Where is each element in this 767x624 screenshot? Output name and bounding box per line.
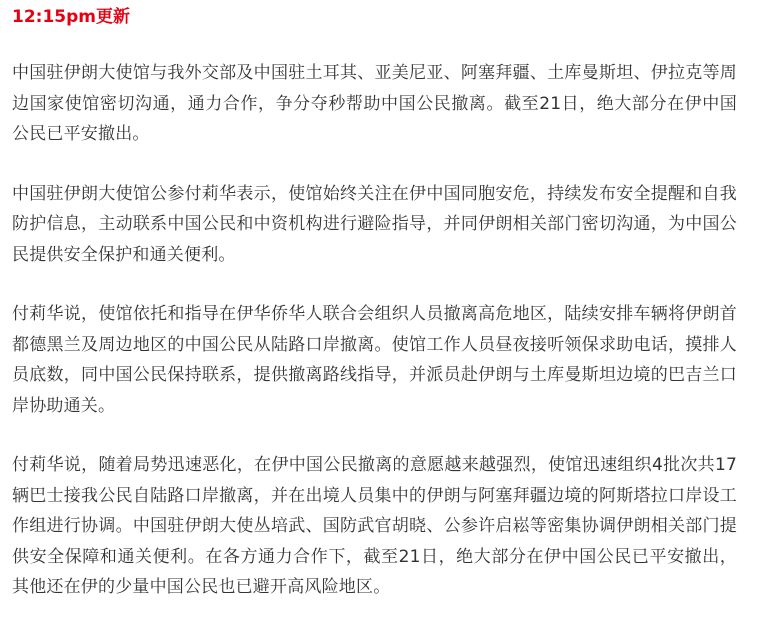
article-paragraph-1: 中国驻伊朗大使馆与我外交部及中国驻土耳其、亚美尼亚、阿塞拜疆、土库曼斯坦、伊拉克等周边国家使馆密切沟通，通力合作，争分夺秒帮助中国公民撤离。截至21日，绝大部分在伊中国公民已平安撤出。 xyxy=(12,63,737,144)
update-time-heading: 12:15pm更新 xyxy=(12,7,130,27)
article-paragraph-2: 中国驻伊朗大使馆公参付莉华表示，使馆始终关注在伊中国同胞安危，持续发布安全提醒和自我防护信息，主动联系中国公民和中资机构进行避险指导，并同伊朗相关部门密切沟通，为中国公民提供安全保护和通关便利。 xyxy=(12,183,737,265)
article-paragraph-3: 付莉华说，使馆依托和指导在伊华侨华人联合会组织人员撤离高危地区，陆续安排车辆将伊朗首都德黑兰及周边地区的中国公民从陆路口岸撤离。使馆工作人员昼夜接听领保求助电话，摸排人员底数，同中国公民保持联系，提供撤离路线指导，并派员赴伊朗与土库曼斯坦边境的巴吉兰口岸协助通关。 xyxy=(12,304,737,416)
article-paragraph-4: 付莉华说，随着局势迅速恶化，在伊中国公民撤离的意愿越来越强烈，使馆迅速组织4批次共17辆巴士接我公民自陆路口岸撤离，并在出境人员集中的伊朗与阿塞拜疆边境的阿斯塔拉口岸设工作组进行协调。中国驻伊朗大使丛培武、国防武官胡晓、公参许启崧等密集协调伊朗相关部门提供安全保障和通关便利。在各方通力合作下，截至21日，绝大部分在伊中国公民已平安撤出，其他还在伊的少量中国公民也已避开高风险地区。 xyxy=(12,455,737,597)
article-body xyxy=(12,58,737,624)
